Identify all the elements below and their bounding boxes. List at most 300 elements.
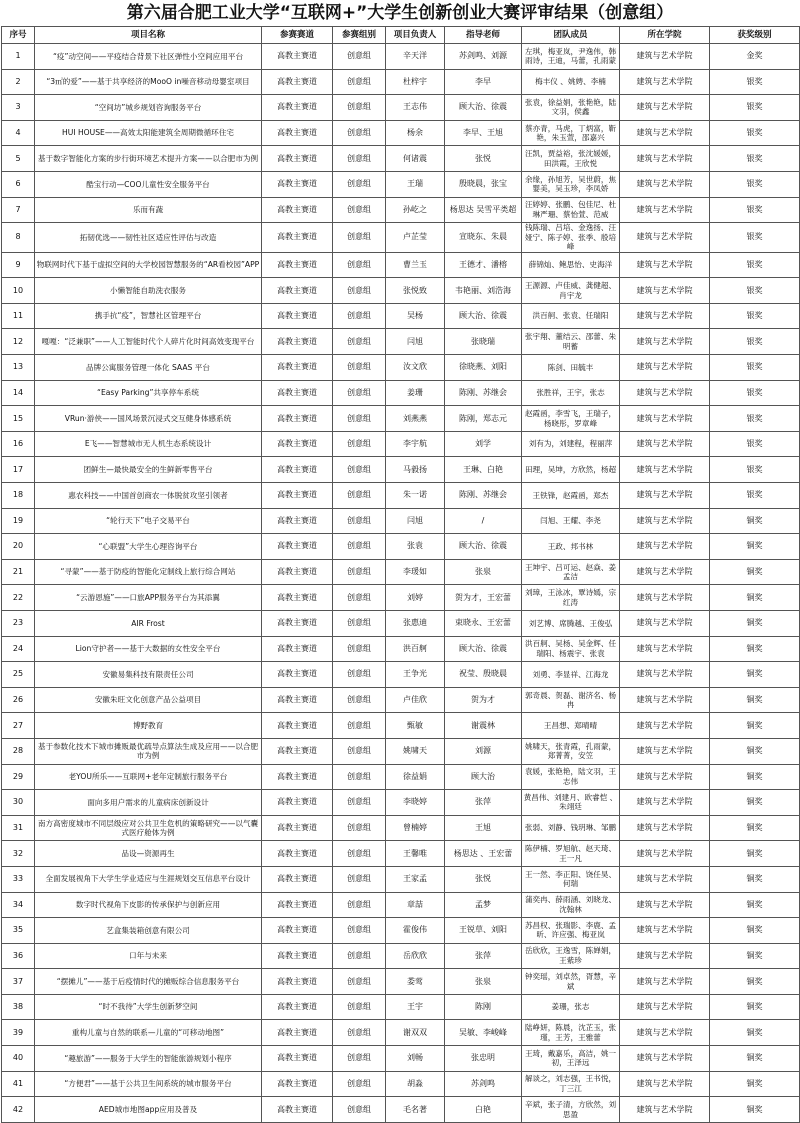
cell-group: 创意组 <box>333 69 386 95</box>
cell-award: 银奖 <box>710 406 800 432</box>
cell-advisor: / <box>445 508 522 534</box>
cell-team-members: 余缘，孙旭芳，吴世蔚，焦婴美，吴玉珍，李凤娇 <box>522 171 620 197</box>
cell-college: 建筑与艺术学院 <box>620 943 710 969</box>
cell-advisor: 顾大治、徐震 <box>445 95 522 121</box>
cell-leader: 娄莺 <box>386 969 445 995</box>
table-row <box>2 406 800 432</box>
cell-team-members: 王铁锋，赵霞函，郑杰 <box>522 483 620 509</box>
cell-project-name: VRun·游侠——国风场景沉浸式交互健身体感系统 <box>35 406 262 432</box>
cell-track: 高教主赛道 <box>262 303 333 329</box>
cell-no: 37 <box>2 969 35 995</box>
cell-no: 30 <box>2 790 35 816</box>
cell-project-name: E飞——智慧城市无人机生态系统设计 <box>35 431 262 457</box>
cell-leader: 曹兰玉 <box>386 252 445 278</box>
cell-track: 高教主赛道 <box>262 508 333 534</box>
cell-award: 铜奖 <box>710 534 800 560</box>
table-row <box>2 764 800 790</box>
cell-track: 高教主赛道 <box>262 120 333 146</box>
cell-track: 高教主赛道 <box>262 815 333 841</box>
cell-advisor: 张泉 <box>445 559 522 585</box>
cell-award: 银奖 <box>710 329 800 355</box>
cell-no: 5 <box>2 146 35 172</box>
cell-group: 创意组 <box>333 662 386 688</box>
cell-leader: 胡淼 <box>386 1071 445 1097</box>
cell-no: 34 <box>2 892 35 918</box>
cell-college: 建筑与艺术学院 <box>620 815 710 841</box>
cell-college: 建筑与艺术学院 <box>620 457 710 483</box>
cell-project-name: 惠农科技——中国首创商农一体脱贫攻坚引领者 <box>35 483 262 509</box>
cell-team-members: 解谈之，刘志强，王书悦，丁三江 <box>522 1071 620 1097</box>
cell-team-members: 辛斌，张子清，方欣然，刘思盈 <box>522 1097 620 1123</box>
cell-no: 15 <box>2 406 35 432</box>
cell-no: 42 <box>2 1097 35 1123</box>
cell-group: 创意组 <box>333 483 386 509</box>
cell-college: 建筑与艺术学院 <box>620 764 710 790</box>
table-row <box>2 146 800 172</box>
table-row <box>2 559 800 585</box>
cell-track: 高教主赛道 <box>262 687 333 713</box>
cell-advisor: 刘学 <box>445 431 522 457</box>
cell-college: 建筑与艺术学院 <box>620 866 710 892</box>
cell-leader: 霍俊伟 <box>386 918 445 944</box>
cell-leader: 辛天洋 <box>386 44 445 70</box>
cell-leader: 张袁 <box>386 534 445 560</box>
cell-project-name: “Easy Parking”共享停车系统 <box>35 380 262 406</box>
cell-award: 铜奖 <box>710 687 800 713</box>
table-row <box>2 841 800 867</box>
cell-award: 银奖 <box>710 146 800 172</box>
cell-no: 31 <box>2 815 35 841</box>
cell-track: 高教主赛道 <box>262 252 333 278</box>
cell-project-name: Lion守护者——基于大数据的女性安全平台 <box>35 636 262 662</box>
cell-group: 创意组 <box>333 431 386 457</box>
cell-group: 创意组 <box>333 278 386 304</box>
cell-no: 41 <box>2 1071 35 1097</box>
cell-project-name: 团鲜生—最快最安全的生鲜新零售平台 <box>35 457 262 483</box>
cell-track: 高教主赛道 <box>262 406 333 432</box>
cell-leader: 卢芷莹 <box>386 223 445 253</box>
cell-college: 建筑与艺术学院 <box>620 406 710 432</box>
cell-college: 建筑与艺术学院 <box>620 431 710 457</box>
cell-project-name: 全面发展视角下大学生学业适应与生涯规划交互信息平台设计 <box>35 866 262 892</box>
cell-team-members: 薛锦灿、鲍思怡、史海洋 <box>522 252 620 278</box>
cell-project-name: 南方高密度城市不同层级应对公共卫生危机的策略研究——以气囊式医疗舱体为例 <box>35 815 262 841</box>
cell-track: 高教主赛道 <box>262 585 333 611</box>
cell-team-members: 汪婷婷、张鹏、包佳尼、杜琳严珊、蔡怡萱、范威 <box>522 197 620 223</box>
cell-team-members: 闫旭、王耀、李尧 <box>522 508 620 534</box>
cell-leader: 杨余 <box>386 120 445 146</box>
cell-college: 建筑与艺术学院 <box>620 841 710 867</box>
cell-team-members: 刘有为，刘建程，程丽萍 <box>522 431 620 457</box>
cell-advisor: 韦艳丽、刘浩海 <box>445 278 522 304</box>
cell-advisor: 祝莹、殷晓晨 <box>445 662 522 688</box>
table-row <box>2 713 800 739</box>
cell-award: 银奖 <box>710 171 800 197</box>
table-row <box>2 943 800 969</box>
cell-leader: 洪百舸 <box>386 636 445 662</box>
cell-advisor: 贺为才 <box>445 687 522 713</box>
cell-advisor: 苏剑鸣、刘源 <box>445 44 522 70</box>
table-row <box>2 866 800 892</box>
table-row <box>2 738 800 764</box>
cell-college: 建筑与艺术学院 <box>620 223 710 253</box>
cell-group: 创意组 <box>333 1097 386 1123</box>
cell-project-name: “疫”动空间——平疫结合背景下社区弹性小空间应用平台 <box>35 44 262 70</box>
cell-team-members: 苏昌权、张瑞影、李鹿、孟昕、许应强、梅亚岚 <box>522 918 620 944</box>
cell-group: 创意组 <box>333 918 386 944</box>
cell-project-name: 小懒智能自助洗衣服务 <box>35 278 262 304</box>
cell-college: 建筑与艺术学院 <box>620 713 710 739</box>
cell-advisor: 宣晓东、朱晨 <box>445 223 522 253</box>
cell-project-name: 面向多用户需求的儿童病床创新设计 <box>35 790 262 816</box>
cell-project-name: “趣旅游”——服务于大学生的智能旅游规划小程序 <box>35 1046 262 1072</box>
cell-no: 4 <box>2 120 35 146</box>
cell-advisor: 张晓瑞 <box>445 329 522 355</box>
cell-track: 高教主赛道 <box>262 171 333 197</box>
cell-advisor: 顾大治、徐震 <box>445 636 522 662</box>
cell-leader: 章喆 <box>386 892 445 918</box>
cell-project-name: 乐而有蔬 <box>35 197 262 223</box>
cell-track: 高教主赛道 <box>262 764 333 790</box>
cell-project-name: 安徽易集科技有限责任公司 <box>35 662 262 688</box>
cell-track: 高教主赛道 <box>262 866 333 892</box>
cell-group: 创意组 <box>333 197 386 223</box>
cell-group: 创意组 <box>333 534 386 560</box>
cell-leader: 张惠迪 <box>386 610 445 636</box>
cell-college: 建筑与艺术学院 <box>620 252 710 278</box>
cell-advisor: 张忠明 <box>445 1046 522 1072</box>
cell-college: 建筑与艺术学院 <box>620 610 710 636</box>
cell-team-members: 赵霞函，李雪飞，王瑞子，杨晓彤，罗章峰 <box>522 406 620 432</box>
cell-group: 创意组 <box>333 764 386 790</box>
cell-college: 建筑与艺术学院 <box>620 918 710 944</box>
cell-no: 26 <box>2 687 35 713</box>
cell-leader: 汝文欣 <box>386 355 445 381</box>
cell-track: 高教主赛道 <box>262 431 333 457</box>
cell-group: 创意组 <box>333 841 386 867</box>
cell-team-members: 陈剑、田毓丰 <box>522 355 620 381</box>
cell-no: 22 <box>2 585 35 611</box>
table-row <box>2 483 800 509</box>
cell-track: 高教主赛道 <box>262 841 333 867</box>
cell-group: 创意组 <box>333 892 386 918</box>
table-row <box>2 44 800 70</box>
cell-group: 创意组 <box>333 1020 386 1046</box>
cell-no: 2 <box>2 69 35 95</box>
cell-advisor: 王旭 <box>445 815 522 841</box>
cell-award: 铜奖 <box>710 738 800 764</box>
cell-group: 创意组 <box>333 1046 386 1072</box>
cell-award: 铜奖 <box>710 662 800 688</box>
cell-award: 铜奖 <box>710 892 800 918</box>
cell-award: 银奖 <box>710 120 800 146</box>
cell-award: 银奖 <box>710 223 800 253</box>
cell-award: 铜奖 <box>710 918 800 944</box>
cell-group: 创意组 <box>333 171 386 197</box>
cell-no: 3 <box>2 95 35 121</box>
table-row <box>2 918 800 944</box>
table-row <box>2 95 800 121</box>
cell-team-members: 蒲奕冉、薛雨涵、刘晓龙、沈翰林 <box>522 892 620 918</box>
cell-project-name: 嘎嘎：“泛兼职”——人工智能时代个人碎片化时间高效变现平台 <box>35 329 262 355</box>
cell-no: 25 <box>2 662 35 688</box>
cell-college: 建筑与艺术学院 <box>620 790 710 816</box>
cell-no: 19 <box>2 508 35 534</box>
cell-leader: 曾楠婷 <box>386 815 445 841</box>
cell-award: 铜奖 <box>710 841 800 867</box>
cell-advisor: 张萍 <box>445 943 522 969</box>
cell-no: 33 <box>2 866 35 892</box>
cell-no: 20 <box>2 534 35 560</box>
table-row <box>2 197 800 223</box>
cell-advisor: 顾大治 <box>445 764 522 790</box>
cell-leader: 卢佳欣 <box>386 687 445 713</box>
cell-group: 创意组 <box>333 559 386 585</box>
cell-award: 银奖 <box>710 483 800 509</box>
cell-track: 高教主赛道 <box>262 790 333 816</box>
cell-team-members: 刘艺博、席腾越、王俊弘 <box>522 610 620 636</box>
cell-no: 40 <box>2 1046 35 1072</box>
cell-advisor: 张悦 <box>445 146 522 172</box>
cell-project-name: 携手抗“疫”，智慧社区管理平台 <box>35 303 262 329</box>
table-row <box>2 892 800 918</box>
cell-leader: 孙屹之 <box>386 197 445 223</box>
cell-group: 创意组 <box>333 44 386 70</box>
cell-team-members: 张胜祥，王宇，张志 <box>522 380 620 406</box>
header-row <box>2 27 800 44</box>
table-row <box>2 662 800 688</box>
cell-leader: 王家孟 <box>386 866 445 892</box>
cell-leader: 朱一诺 <box>386 483 445 509</box>
cell-team-members: 左琪，梅亚岚，尹逸伟，韩雨诗，王迪，马蕾，孔雨蒙 <box>522 44 620 70</box>
cell-project-name: 数字时代视角下皮影的传承保护与创新应用 <box>35 892 262 918</box>
cell-team-members: 汪凯，贾益裕，张沈媛媛，田洪霞，王欣悦 <box>522 146 620 172</box>
cell-track: 高教主赛道 <box>262 278 333 304</box>
cell-no: 9 <box>2 252 35 278</box>
cell-group: 创意组 <box>333 943 386 969</box>
cell-team-members: 钟奕瑶，刘卓然，胥慧，辛斌 <box>522 969 620 995</box>
cell-college: 建筑与艺术学院 <box>620 120 710 146</box>
table-row <box>2 329 800 355</box>
cell-team-members: 王政、邦书林 <box>522 534 620 560</box>
cell-award: 铜奖 <box>710 1046 800 1072</box>
cell-leader: 谢双双 <box>386 1020 445 1046</box>
cell-group: 创意组 <box>333 508 386 534</box>
cell-team-members: 王坤宇、吕可运、赵焱、姜孟洁 <box>522 559 620 585</box>
cell-team-members: 王源源、卢佳威、龚健超、肖宇龙 <box>522 278 620 304</box>
cell-advisor: 刘源 <box>445 738 522 764</box>
cell-award: 铜奖 <box>710 943 800 969</box>
cell-award: 铜奖 <box>710 790 800 816</box>
table-row <box>2 69 800 95</box>
cell-track: 高教主赛道 <box>262 146 333 172</box>
cell-college: 建筑与艺术学院 <box>620 892 710 918</box>
cell-project-name: AIR Frost <box>35 610 262 636</box>
cell-team-members: 钱陈瑞、吕培、金逸扬、汪娅宁、陈子婷、张季、殷培峰 <box>522 223 620 253</box>
cell-team-members: 刘勇、李显祥、江海龙 <box>522 662 620 688</box>
cell-no: 10 <box>2 278 35 304</box>
cell-project-name: “空间坊”城乡规划咨询服务平台 <box>35 95 262 121</box>
cell-group: 创意组 <box>333 610 386 636</box>
cell-team-members: 田理，吴坤，方欣然，杨超 <box>522 457 620 483</box>
cell-track: 高教主赛道 <box>262 892 333 918</box>
cell-track: 高教主赛道 <box>262 738 333 764</box>
cell-leader: 闫旭 <box>386 329 445 355</box>
table-row <box>2 534 800 560</box>
cell-group: 创意组 <box>333 994 386 1020</box>
cell-team-members: 陆峥妍，陈晨，沈芷玉，张瑾，王芳，王雅蕾 <box>522 1020 620 1046</box>
cell-leader: 王瑞 <box>386 171 445 197</box>
cell-advisor: 杨思达 、王宏蕾 <box>445 841 522 867</box>
cell-track: 高教主赛道 <box>262 197 333 223</box>
cell-no: 39 <box>2 1020 35 1046</box>
cell-team-members: 黄昌伟、刘建月、欧睿恺 、朱翊廷 <box>522 790 620 816</box>
cell-team-members: 梅丰仪 、姚娉、李楠 <box>522 69 620 95</box>
cell-college: 建筑与艺术学院 <box>620 994 710 1020</box>
cell-track: 高教主赛道 <box>262 559 333 585</box>
table-row <box>2 380 800 406</box>
cell-no: 29 <box>2 764 35 790</box>
cell-project-name: 拓韧优选——韧性社区适应性评估与改造 <box>35 223 262 253</box>
cell-advisor: 顾大治、徐震 <box>445 534 522 560</box>
cell-track: 高教主赛道 <box>262 457 333 483</box>
cell-team-members: 姜珊，张志 <box>522 994 620 1020</box>
table-body <box>2 44 800 1123</box>
cell-leader: 甄敏 <box>386 713 445 739</box>
cell-leader: 毛名著 <box>386 1097 445 1123</box>
cell-advisor: 陈刚，郑志元 <box>445 406 522 432</box>
table-row <box>2 431 800 457</box>
cell-college: 建筑与艺术学院 <box>620 1046 710 1072</box>
header-team: 团队成员 <box>522 27 620 44</box>
cell-college: 建筑与艺术学院 <box>620 585 710 611</box>
cell-project-name: 品牌公寓服务管理一体化 SAAS 平台 <box>35 355 262 381</box>
cell-advisor: 徐晓燕、刘阳 <box>445 355 522 381</box>
cell-no: 17 <box>2 457 35 483</box>
cell-advisor: 白艳 <box>445 1097 522 1123</box>
cell-track: 高教主赛道 <box>262 329 333 355</box>
cell-award: 银奖 <box>710 355 800 381</box>
cell-college: 建筑与艺术学院 <box>620 1020 710 1046</box>
cell-no: 23 <box>2 610 35 636</box>
cell-award: 铜奖 <box>710 713 800 739</box>
cell-college: 建筑与艺术学院 <box>620 687 710 713</box>
cell-track: 高教主赛道 <box>262 662 333 688</box>
cell-track: 高教主赛道 <box>262 44 333 70</box>
cell-leader: 闫旭 <box>386 508 445 534</box>
cell-award: 铜奖 <box>710 1071 800 1097</box>
cell-track: 高教主赛道 <box>262 1071 333 1097</box>
cell-track: 高教主赛道 <box>262 1020 333 1046</box>
cell-group: 创意组 <box>333 95 386 121</box>
cell-college: 建筑与艺术学院 <box>620 380 710 406</box>
table-row <box>2 1046 800 1072</box>
cell-project-name: 品设—资源再生 <box>35 841 262 867</box>
cell-advisor: 张萍 <box>445 790 522 816</box>
cell-track: 高教主赛道 <box>262 713 333 739</box>
cell-advisor: 束晓永、王宏蕾 <box>445 610 522 636</box>
cell-no: 18 <box>2 483 35 509</box>
cell-award: 铜奖 <box>710 559 800 585</box>
cell-advisor: 陈刚、苏继会 <box>445 483 522 509</box>
table-row <box>2 223 800 253</box>
cell-advisor: 谢震林 <box>445 713 522 739</box>
cell-project-name: 重构儿童与自然的联系—儿童的“可移动地图” <box>35 1020 262 1046</box>
cell-college: 建筑与艺术学院 <box>620 969 710 995</box>
cell-advisor: 杨思达 吴雪平类超 <box>445 197 522 223</box>
cell-group: 创意组 <box>333 329 386 355</box>
cell-advisor: 苏剑鸣 <box>445 1071 522 1097</box>
cell-award: 银奖 <box>710 380 800 406</box>
cell-college: 建筑与艺术学院 <box>620 508 710 534</box>
results-table <box>1 26 800 1123</box>
header-advisor: 指导老师 <box>445 27 522 44</box>
cell-college: 建筑与艺术学院 <box>620 1097 710 1123</box>
cell-leader: 李宇航 <box>386 431 445 457</box>
cell-advisor: 贺为才，王宏蕾 <box>445 585 522 611</box>
cell-award: 铜奖 <box>710 1020 800 1046</box>
cell-track: 高教主赛道 <box>262 994 333 1020</box>
cell-advisor: 陈刚、苏继会 <box>445 380 522 406</box>
table-row <box>2 1071 800 1097</box>
cell-project-name: “心联盟”大学生心理咨询平台 <box>35 534 262 560</box>
cell-college: 建筑与艺术学院 <box>620 738 710 764</box>
cell-project-name: “寻蒙”——基于防疫的智能化定制线上旅行综合网站 <box>35 559 262 585</box>
cell-team-members: 陈伊楠、罗旭航、赵天琦、王一凡 <box>522 841 620 867</box>
cell-college: 建筑与艺术学院 <box>620 355 710 381</box>
cell-college: 建筑与艺术学院 <box>620 171 710 197</box>
cell-college: 建筑与艺术学院 <box>620 329 710 355</box>
cell-track: 高教主赛道 <box>262 943 333 969</box>
cell-leader: 刘燕燕 <box>386 406 445 432</box>
cell-leader: 王志伟 <box>386 95 445 121</box>
cell-college: 建筑与艺术学院 <box>620 1071 710 1097</box>
cell-college: 建筑与艺术学院 <box>620 636 710 662</box>
table-row <box>2 457 800 483</box>
cell-leader: 王馨唯 <box>386 841 445 867</box>
cell-leader: 马毅扬 <box>386 457 445 483</box>
cell-project-name: 酷宝行动—COO儿童性安全服务平台 <box>35 171 262 197</box>
table-row <box>2 1020 800 1046</box>
cell-group: 创意组 <box>333 252 386 278</box>
cell-leader: 刘畅 <box>386 1046 445 1072</box>
cell-team-members: 张宇翔、董结云、邵蕾、朱明蓄 <box>522 329 620 355</box>
cell-no: 6 <box>2 171 35 197</box>
cell-no: 7 <box>2 197 35 223</box>
cell-group: 创意组 <box>333 457 386 483</box>
cell-track: 高教主赛道 <box>262 380 333 406</box>
cell-group: 创意组 <box>333 790 386 816</box>
cell-group: 创意组 <box>333 969 386 995</box>
cell-award: 铜奖 <box>710 969 800 995</box>
cell-award: 铜奖 <box>710 764 800 790</box>
cell-no: 21 <box>2 559 35 585</box>
cell-project-name: 口年与未来 <box>35 943 262 969</box>
cell-college: 建筑与艺术学院 <box>620 303 710 329</box>
cell-award: 铜奖 <box>710 994 800 1020</box>
page-title: 第六届合肥工业大学“互联网+”大学生创新创业大赛评审结果（创意组） <box>126 3 674 23</box>
table-row <box>2 969 800 995</box>
cell-no: 38 <box>2 994 35 1020</box>
cell-no: 28 <box>2 738 35 764</box>
cell-college: 建筑与艺术学院 <box>620 95 710 121</box>
cell-award: 银奖 <box>710 69 800 95</box>
cell-leader: 何诸震 <box>386 146 445 172</box>
cell-award: 铜奖 <box>710 610 800 636</box>
cell-track: 高教主赛道 <box>262 610 333 636</box>
cell-project-name: 物联网时代下基于虚拟空间的大学校园智慧服务的“AR看校园”APP <box>35 252 262 278</box>
cell-leader: 吴杨 <box>386 303 445 329</box>
